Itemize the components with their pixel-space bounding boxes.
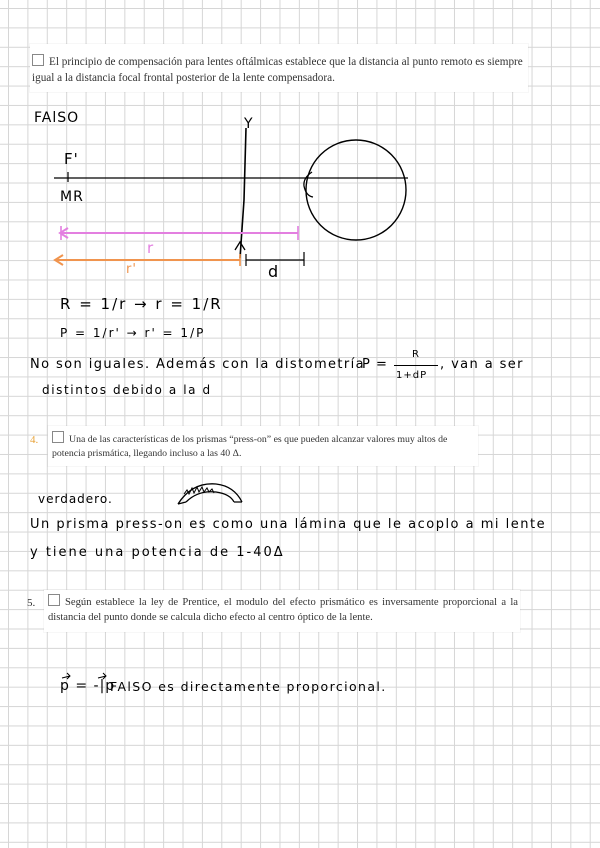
- answer-4-label: verdadero.: [38, 492, 113, 506]
- answer-5-text: FAlSO es directamente proporcional.: [110, 679, 387, 694]
- fraction-bar: [394, 365, 438, 366]
- lens-label: Y: [244, 116, 254, 132]
- eye-circle: [306, 140, 406, 240]
- question-4-text: Una de las características de los prismas “press-on” es que pueden alcanzar valores muy altos de potencia prismática, llegando incluso a las 40 Δ.: [52, 434, 448, 459]
- prism-sketch: [172, 474, 252, 514]
- question-5-text: Según establece la ley de Prentice, el modulo del efecto prismático es inversamente proporcional a la distancia del punto donde se calcula dicho efecto al centro óptico de la lente.: [48, 597, 518, 623]
- question-5-number: 5.: [27, 597, 36, 609]
- focal-label: F': [64, 150, 79, 168]
- question-4-card: [48, 426, 478, 466]
- answer-5-formula: p = -|p: [60, 678, 116, 694]
- r-label: r: [147, 239, 155, 257]
- lens-line: [240, 128, 246, 258]
- question-5-card: [44, 590, 520, 632]
- answer-4-line-2: y tiene una potencia de 1-40Δ: [30, 545, 285, 560]
- question-3-text: El principio de compensación para lentes oftálmicas establece que la distancia al punto remoto es siempre igual a la distancia focal frontal posterior de la lente compensadora.: [32, 56, 523, 84]
- question-4-number: 4.: [30, 434, 39, 446]
- formula-1: R = 1/r → r = 1/R: [60, 295, 223, 313]
- d-label: d: [268, 262, 280, 281]
- r-prime-label: r': [126, 262, 137, 277]
- question-5-checkbox[interactable]: [48, 594, 60, 606]
- formula-2: P = 1/r' → r' = 1/P: [60, 326, 206, 340]
- note-line-1: No son iguales. Además con la distometría: [30, 357, 366, 372]
- answer-4-line-1: Un prisma press-on es como una lámina que le acoplo a mi lente: [30, 517, 547, 532]
- optics-diagram: [0, 0, 600, 300]
- note-line-2: distintos debido a la d: [42, 383, 212, 397]
- answer-3-label: FAlSO: [34, 110, 80, 126]
- fraction-numerator: R: [412, 349, 420, 360]
- fraction-denominator: 1+dP: [396, 370, 428, 381]
- note-tail: , van a ser: [440, 357, 524, 372]
- mr-label: MR: [60, 189, 84, 205]
- formula-lhs: P =: [362, 357, 388, 372]
- question-4-checkbox[interactable]: [52, 431, 64, 443]
